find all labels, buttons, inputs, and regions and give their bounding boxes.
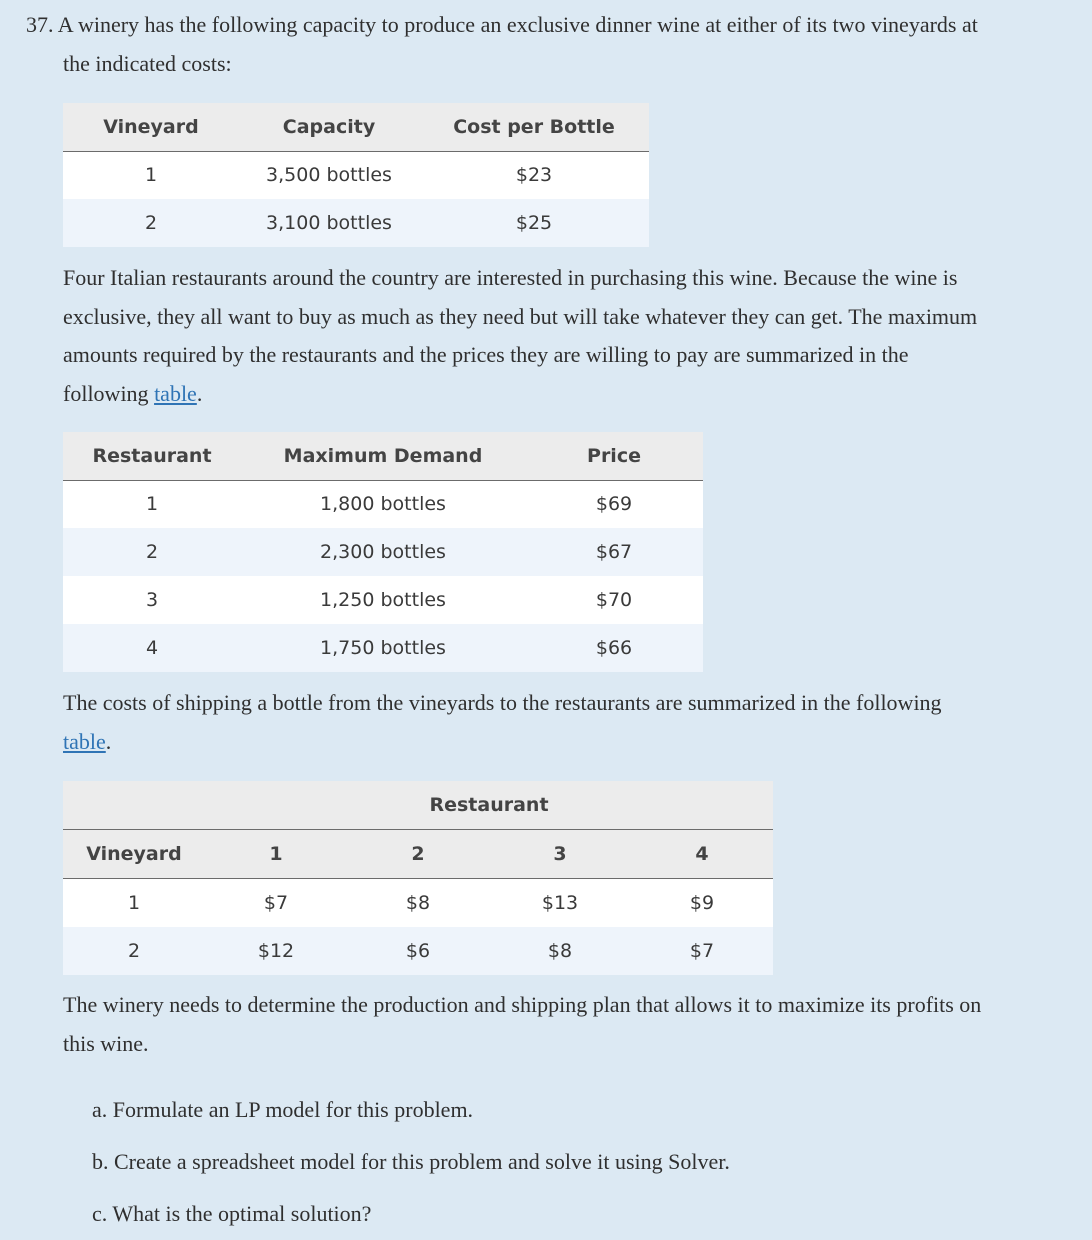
table-link[interactable]: table bbox=[63, 728, 106, 754]
paragraph-line: The winery needs to determine the production and shipping plan that allows it to maximize its profits on bbox=[63, 992, 982, 1017]
table-cell: $13 bbox=[541, 892, 579, 914]
table-cell: 2 bbox=[145, 541, 159, 563]
paragraph-line: The costs of shipping a bottle from the vineyards to the restaurants are summarized in the following bbox=[63, 690, 942, 715]
table-row bbox=[63, 927, 773, 975]
table-cell: 1,750 bottles bbox=[320, 637, 446, 659]
table-row bbox=[63, 151, 649, 199]
column-header: 3 bbox=[553, 843, 567, 865]
table-cell: $67 bbox=[595, 541, 633, 563]
table-cell: $9 bbox=[689, 892, 715, 914]
question-c: c. What is the optimal solution? bbox=[92, 1201, 372, 1226]
problem-number: 37. bbox=[26, 12, 54, 37]
table-cell: $6 bbox=[405, 940, 431, 962]
intro-line-2: the indicated costs: bbox=[63, 50, 232, 76]
table-cell: 2 bbox=[144, 212, 158, 234]
column-header-cost: Cost per Bottle bbox=[453, 116, 615, 138]
table-cell: $12 bbox=[257, 940, 295, 962]
paragraph-text: . bbox=[196, 380, 203, 406]
table-row bbox=[63, 879, 773, 927]
row-header-vineyard: Vineyard bbox=[86, 843, 182, 865]
vineyard-capacity-table bbox=[63, 103, 649, 247]
table-cell: 3,100 bottles bbox=[266, 212, 392, 234]
table-header-row bbox=[63, 830, 773, 879]
table-row bbox=[63, 576, 703, 624]
paragraph-line: exclusive, they all want to buy as much as they need but will take whatever they can get. The maximum bbox=[63, 303, 978, 329]
restaurant-demand-table bbox=[63, 432, 703, 672]
restaurants-paragraph bbox=[63, 259, 1083, 413]
paragraph-line: this wine. bbox=[63, 1030, 149, 1056]
table-row bbox=[63, 199, 649, 247]
table-cell: 3 bbox=[145, 589, 159, 611]
paragraph-text: following bbox=[63, 380, 155, 406]
table-header-row bbox=[63, 432, 703, 481]
table-cell: 1 bbox=[127, 892, 141, 914]
group-header-restaurant: Restaurant bbox=[429, 794, 549, 816]
table-row bbox=[63, 528, 703, 576]
table-cell: 1 bbox=[145, 493, 159, 515]
question-list bbox=[92, 1084, 730, 1240]
paragraph-line: Four Italian restaurants around the country are interested in purchasing this wine. Because the wine is bbox=[63, 265, 958, 290]
table-link[interactable]: table bbox=[154, 380, 197, 406]
shipping-paragraph bbox=[63, 684, 1083, 761]
paragraph-line: amounts required by the restaurants and the prices they are willing to pay are summarized in the bbox=[63, 342, 909, 367]
question-a: a. Formulate an LP model for this problem. bbox=[92, 1097, 474, 1122]
column-header-price: Price bbox=[587, 445, 641, 467]
paragraph-text: . bbox=[105, 728, 112, 754]
column-header: 2 bbox=[411, 843, 425, 865]
table-cell: 1,800 bottles bbox=[320, 493, 446, 515]
column-header-demand: Maximum Demand bbox=[283, 445, 483, 467]
table-cell: 3,500 bottles bbox=[266, 164, 392, 186]
question-b: b. Create a spreadsheet model for this problem and solve it using Solver. bbox=[92, 1149, 730, 1174]
table-cell: $69 bbox=[595, 493, 633, 515]
table-cell: $8 bbox=[405, 892, 431, 914]
table-cell: $7 bbox=[263, 892, 289, 914]
column-header-restaurant: Restaurant bbox=[92, 445, 212, 467]
column-header: 1 bbox=[269, 843, 283, 865]
problem-intro bbox=[26, 6, 1086, 83]
table-row bbox=[63, 480, 703, 528]
table-cell: $8 bbox=[547, 940, 573, 962]
group-header-row bbox=[63, 781, 773, 830]
objective-paragraph bbox=[63, 986, 1083, 1063]
table-cell: 1 bbox=[144, 164, 158, 186]
table-cell: $23 bbox=[515, 164, 553, 186]
table-cell: 2 bbox=[127, 940, 141, 962]
table-cell: $7 bbox=[689, 940, 715, 962]
table-row bbox=[63, 624, 703, 672]
table-cell: 1,250 bottles bbox=[320, 589, 446, 611]
column-header-vineyard: Vineyard bbox=[103, 116, 199, 138]
column-header-capacity: Capacity bbox=[282, 116, 376, 138]
table-cell: $66 bbox=[595, 637, 633, 659]
table-cell: 4 bbox=[145, 637, 159, 659]
table-cell: $70 bbox=[595, 589, 633, 611]
table-cell: $25 bbox=[515, 212, 553, 234]
table-cell: 2,300 bottles bbox=[320, 541, 446, 563]
column-header: 4 bbox=[695, 843, 709, 865]
intro-line-1: A winery has the following capacity to produce an exclusive dinner wine at either of its two vineyards at bbox=[57, 12, 978, 37]
table-header-row bbox=[63, 103, 649, 152]
shipping-cost-table bbox=[63, 781, 773, 975]
